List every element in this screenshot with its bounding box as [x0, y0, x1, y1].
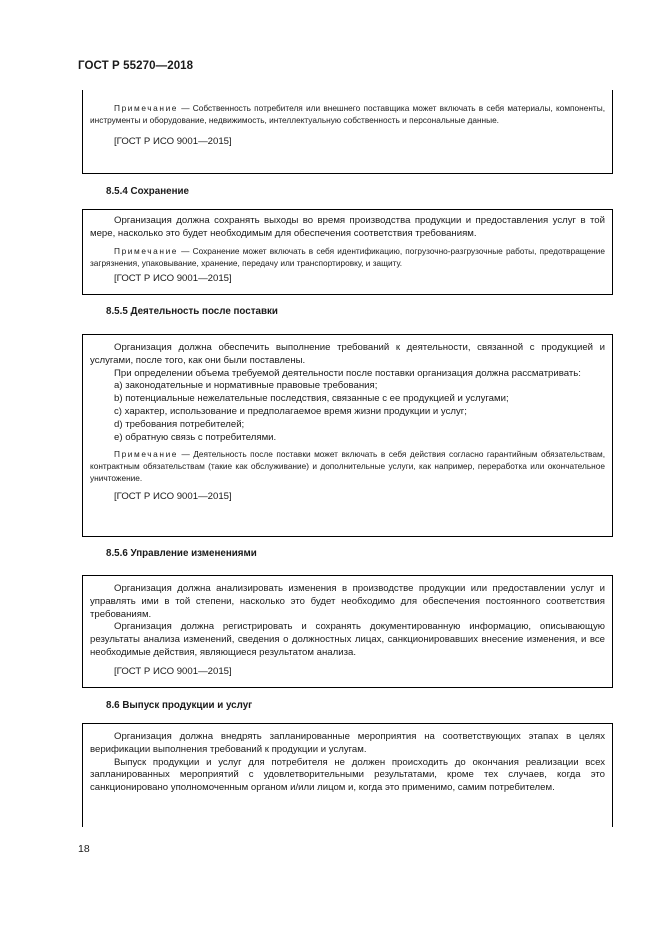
paragraph: Организация должна анализировать изменения в производстве продукции или предоставлении услуг и управлять ими в той степени, насколько это будет необходимо для обеспечения постоянного соответствия требованиям.	[90, 583, 605, 620]
document-header: ГОСТ Р 55270—2018	[78, 60, 194, 72]
quote-box-preservation	[82, 209, 613, 295]
list-item: e) обратную связь с потребителями.	[114, 431, 277, 443]
section-heading-8-6: 8.6 Выпуск продукции и услуг	[106, 700, 253, 711]
note-label: Примечание	[114, 449, 179, 460]
quote-box-post-delivery	[82, 334, 613, 537]
reference: [ГОСТ Р ИСО 9001—2015]	[114, 491, 232, 503]
quote-box-property	[82, 90, 613, 174]
note-label: Примечание	[114, 103, 179, 113]
list-item: b) потенциальные нежелательные последствия, связанные с ее продукцией и услугами;	[114, 393, 509, 405]
note-text: — Сохранение может включать в себя идентификацию, погрузочно-разгрузочные работы, предотвращение загрязнения, упаковывание, хранение, передачу или транспортировку, и защиту.	[90, 245, 605, 268]
paragraph: Организация должна сохранять выходы во время производства продукции и предоставления услуг в той мере, насколько это будет необходимым для обеспечения соответствия требованиям.	[90, 215, 605, 239]
list-item: c) характер, использование и предполагаемое время жизни продукции и услуг;	[114, 405, 467, 417]
note-label: Примечание	[114, 245, 179, 256]
list-item: d) требования потребителей;	[114, 418, 245, 430]
section-heading-8-5-6: 8.5.6 Управление изменениями	[106, 548, 257, 559]
reference: [ГОСТ Р ИСО 9001—2015]	[114, 272, 232, 284]
section-heading-8-5-5: 8.5.5 Деятельность после поставки	[106, 306, 278, 317]
paragraph: Выпуск продукции и услуг для потребителя не должен происходить до окончания реализации всех запланированных мероприятий с удовлетворительными результатами, кроме тех случаев, когда это санкционировано уполномоченным органом и/или лицом и, когда это применимо, самим потребителем.	[90, 756, 605, 794]
page-number: 18	[78, 843, 90, 855]
section-heading-8-5-4: 8.5.4 Сохранение	[106, 186, 189, 197]
paragraph: При определении объема требуемой деятельности после поставки организация должна рассматривать:	[114, 367, 581, 379]
note-text: — Собственность потребителя или внешнего поставщика может включать в себя материалы, компоненты, инструменты и оборудование, недвижимость, интеллектуальную собственность и персональные данные.	[90, 103, 605, 125]
note	[90, 245, 605, 269]
note	[90, 448, 605, 484]
note	[90, 102, 605, 126]
reference: [ГОСТ Р ИСО 9001—2015]	[114, 665, 232, 677]
paragraph: Организация должна регистрировать и сохранять документированную информацию, описывающую результаты анализа изменений, сведения о должностных лицах, санкционировавших внесение изменения, и все необходимые действия, являющиеся результатом анализа.	[90, 621, 605, 658]
reference: [ГОСТ Р ИСО 9001—2015]	[114, 136, 232, 147]
paragraph: Организация должна обеспечить выполнение требований к деятельности, связанной с продукцией и услугами, после того, как они были поставлены.	[90, 342, 605, 366]
note-text: — Деятельность после поставки может включать в себя действия согласно гарантийным обязательствам, контрактным обязательствам (такие как обслуживание) и дополнительные услуги, как например, переработка или окончательное уничтожение.	[90, 449, 605, 484]
paragraph: Организация должна внедрять запланированные мероприятия на соответствующих этапах в целях верификации выполнения требований к продукции и услугам.	[90, 731, 605, 755]
quote-box-change-control	[82, 575, 613, 688]
list-item: a) законодательные и нормативные правовые требования;	[114, 380, 378, 392]
quote-box-release	[82, 723, 613, 827]
